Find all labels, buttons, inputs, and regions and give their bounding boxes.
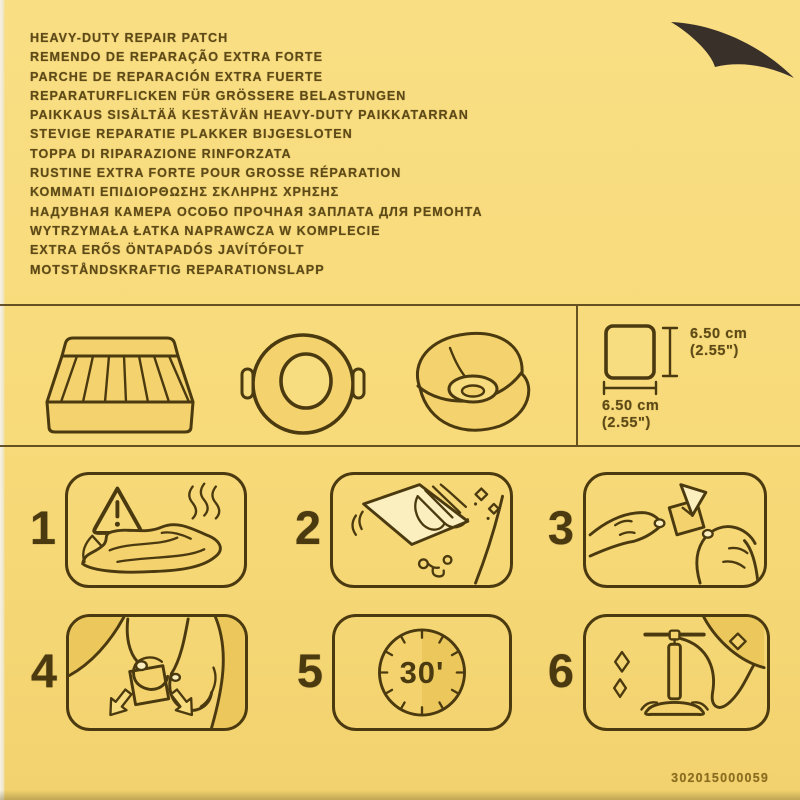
wait-duration-label: 30' bbox=[399, 655, 445, 690]
step-1 bbox=[23, 472, 249, 588]
title-line-el: ΚΟΜΜΑΤΙ ΕΠΙΔΙΟΡΘΩΣΗΣ ΣΚΛΗΡΗΣ ΧΡΗΣΗΣ bbox=[30, 185, 340, 200]
step-6-box bbox=[583, 614, 770, 731]
step-6-number: 6 bbox=[547, 644, 575, 697]
patch-width-label: 6.50 cm bbox=[602, 398, 660, 414]
title-line-de: REPARATURFLICKEN FÜR GRÖSSERE BELASTUNGEN bbox=[30, 88, 407, 103]
press-patch-outward-icon bbox=[69, 617, 245, 728]
swim-ring-icon bbox=[228, 328, 378, 440]
title-line-es: PARCHE DE REPARACIÓN EXTRA FUERTE bbox=[30, 69, 324, 84]
step-4-number: 4 bbox=[30, 644, 58, 697]
step-5-box bbox=[332, 614, 512, 731]
deflate-dry-warning-icon bbox=[68, 475, 244, 585]
step-3-number: 3 bbox=[547, 501, 575, 554]
step-3-box bbox=[583, 472, 767, 588]
step-3 bbox=[541, 472, 767, 588]
title-line-it: TOPPA DI RIPARAZIONE RINFORZATA bbox=[30, 146, 292, 161]
title-line-en: HEAVY-DUTY REPAIR PATCH bbox=[30, 31, 229, 45]
title-line-hu: EXTRA ERŐS ÖNTAPADÓS JAVÍTÓFOLT bbox=[30, 243, 305, 258]
reinflate-pump-icon bbox=[586, 617, 767, 728]
title-line-ru: НАДУВНАЯ КАМЕРА ОСОБО ПРОЧНАЯ ЗАПЛАТА ДЛЯ РЕМОНТА bbox=[30, 204, 483, 219]
step-2-number: 2 bbox=[294, 501, 322, 554]
inflatable-chair-icon bbox=[392, 326, 542, 444]
band-divider bbox=[576, 306, 578, 445]
step-5-number: 5 bbox=[296, 644, 324, 697]
applications-band bbox=[0, 304, 800, 447]
step-4-box bbox=[66, 614, 248, 731]
page-curl-shadow bbox=[666, 14, 800, 86]
title-line-pl: WYTRZYMAŁA ŁATKA NAPRAWCZA W KOMPLECIE bbox=[30, 223, 381, 238]
title-line-fi: PAIKKAUS SISÄLTÄÄ KESTÄVÄN HEAVY-DUTY PAIKKATARRAN bbox=[30, 108, 469, 123]
peel-patch-backing-icon bbox=[586, 475, 764, 585]
patch-height-label: 6.50 cm bbox=[690, 326, 748, 342]
product-code: 302015000059 bbox=[671, 771, 769, 785]
patch-width-inches: (2.55") bbox=[602, 415, 651, 431]
title-line-pt: REMENDO DE REPARAÇÃO EXTRA FORTE bbox=[30, 50, 323, 65]
step-1-number: 1 bbox=[29, 501, 57, 554]
air-mattress-icon bbox=[35, 330, 205, 442]
title-line-nl: STEVIGE REPARATIE PLAKKER BIJGESLOTEN bbox=[30, 127, 353, 142]
patch-size-diagram bbox=[592, 318, 792, 444]
step-6 bbox=[541, 614, 773, 731]
step-5 bbox=[290, 614, 516, 731]
title-block bbox=[30, 29, 590, 280]
step-1-box bbox=[65, 472, 247, 588]
step-4 bbox=[24, 614, 250, 731]
clean-surface-cloth-icon bbox=[333, 475, 510, 585]
step-2 bbox=[288, 472, 514, 588]
title-line-fr: RUSTINE EXTRA FORTE POUR GROSSE RÉPARATION bbox=[30, 166, 402, 181]
step-2-box bbox=[330, 472, 513, 588]
title-line-sv: MOTSTÅNDSKRAFTIG REPARATIONSLAPP bbox=[30, 262, 325, 277]
patch-height-inches: (2.55") bbox=[690, 343, 739, 359]
paper-bottom-shadow bbox=[0, 790, 800, 800]
